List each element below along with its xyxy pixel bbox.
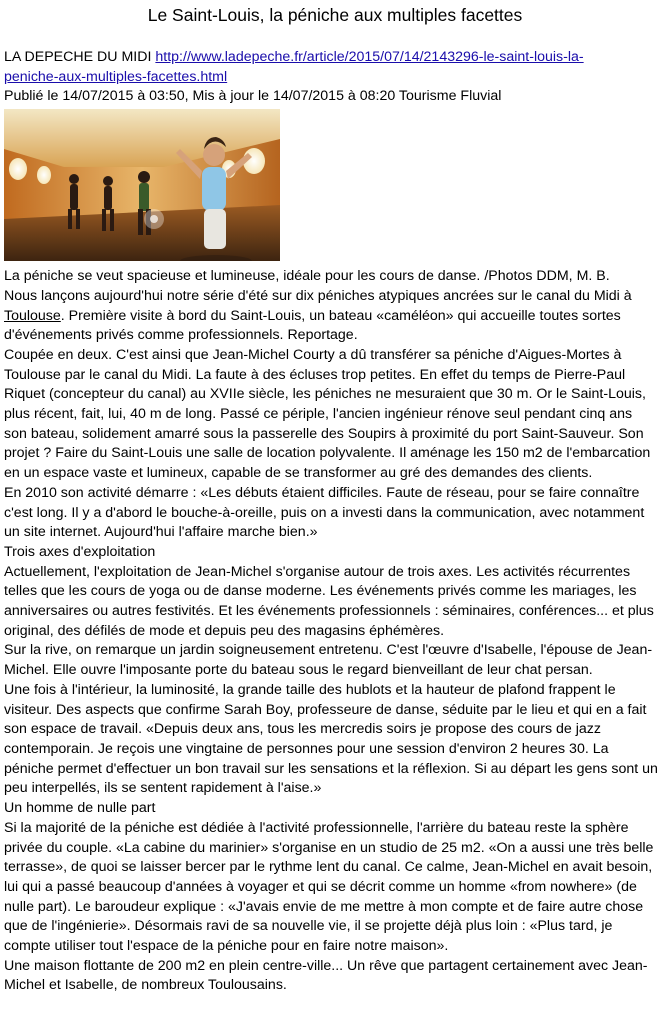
- paragraph-jardin: Sur la rive, on remarque un jardin soigneusement entretenu. C'est l'œuvre d'Isabelle, l'épouse de Jean-Michel. Elle ouvre l'imposante porte du bateau sous le regard bienveillant de leur chat persan.: [4, 642, 653, 679]
- paragraph-conclusion: Une maison flottante de 200 m2 en plein centre-ville... Un rêve que partagent certainement avec Jean-Michel et Isabelle, de nombreux Toulousains.: [4, 957, 648, 994]
- intro-paragraph: [4, 287, 658, 346]
- source-url-part-1: http://www.ladepeche.fr/article/2015/07/14/2143296-le-saint-louis-la-: [155, 49, 584, 65]
- source-url-part-2: peniche-aux-multiples-facettes.html: [4, 68, 228, 85]
- paragraph-interieur: Une fois à l'intérieur, la luminosité, la grande taille des hublots et la hauteur de plafond frappent le visiteur. Des aspects que confirme Sarah Boy, professeure de danse, séduite par le lieu et qui en a fait son espace de travail. «Depuis deux ans, tous les mercredis soirs je propose des cours de jazz contemporain. Je reçois une vingtaine de personnes pour une session d'environ 2 heures 30. La péniche permet d'effectuer un bon travail sur les sensations et la réflexion. Si au départ les gens sont un peu interpellés, ils se sentent rapidement à l'aise.»: [4, 681, 658, 797]
- toulouse-link[interactable]: Toulouse: [4, 307, 61, 324]
- intro-text-start: Nous lançons aujourd'hui notre série d'été sur dix péniches atypiques ancrées sur le canal du Midi à: [4, 287, 632, 304]
- paragraph-transfer: Coupée en deux. C'est ainsi que Jean-Michel Courty a dû transférer sa péniche d'Aigues-Mortes à Toulouse par le canal du Midi. La faute à des écluses trop petites. En effet du temps de Pierre-Paul Riquet (concepteur du canal) au XVIIe siècle, les péniches ne mesuraient que 30 m. Or le Saint-Louis, plus récent, fait, lui, 40 m de long. Passé ce périple, l'ancien ingénieur rénove seul pendant cinq ans son bateau, solidement amarré sous la passerelle des Soupirs à proximité du port Saint-Sauveur. Son projet ? Faire du Saint-Louis une salle de location polyvalente. Il aménage les 150 m2 de l'embarcation en un espace vaste et lumineux, capable de se transformer au gré des demandes des clients.: [4, 346, 651, 482]
- article-body: [4, 48, 658, 996]
- paragraph-axes: Actuellement, l'exploitation de Jean-Michel s'organise autour de trois axes. Les activités récurrentes telles que les cours de yoga ou de danse moderne. Les événements privés comme les mariages, les anniversaires ou autres festivités. Et les événements professionnels : séminaires, conférences... et plus original, des défilés de mode et depuis peu des magasins éphémères.: [4, 563, 654, 639]
- article-photo: [4, 109, 280, 261]
- source-name: LA DEPECHE DU MIDI: [4, 49, 152, 65]
- subheading-nulle-part: Un homme de nulle part: [4, 800, 156, 817]
- publication-meta: Publié le 14/07/2015 à 03:50, Mis à jour le 14/07/2015 à 08:20 Tourisme Fluvial: [4, 88, 502, 105]
- intro-text-end: . Première visite à bord du Saint-Louis, un bateau «caméléon» qui accueille toutes sortes d'événements privés comme professionnels. Reportage.: [4, 307, 621, 344]
- paragraph-sphere-privee: Si la majorité de la péniche est dédiée à l'activité professionnelle, l'arrière du bateau reste la sphère privée du couple. «La cabine du marinier» s'organise en un studio de 25 m2. «On a aussi une très belle terrasse», de quoi se laisser bercer par le rythme lent du canal. Ce calme, Jean-Michel en avait besoin, lui qui a passé beaucoup d'années à voyager et qui se décrit comme un homme «from nowhere» (de nulle part). Le baroudeur explique : «J'avais envie de me mettre à mon compte et de faire autre chose que de l'ingénierie». Désormais ravi de sa nouvelle vie, il se projette déjà plus loin : «Plus tard, je compte utiliser tout l'espace de la péniche pour en faire notre maison».: [4, 819, 654, 955]
- article-title: Le Saint-Louis, la péniche aux multiples facettes: [147, 5, 523, 25]
- subheading-exploitation: Trois axes d'exploitation: [4, 543, 156, 560]
- photo-caption: La péniche se veut spacieuse et lumineuse, idéale pour les cours de danse. /Photos DDM, M. B.: [4, 268, 610, 285]
- paragraph-debut: En 2010 son activité démarre : «Les débuts étaient difficiles. Faute de réseau, pour se faire connaître c'est long. Il y a d'abord le bouche-à-oreille, puis on a investi dans la communication, avec notamment un site internet. Aujourd'hui l'affaire marche bien.»: [4, 484, 645, 541]
- source-line: [4, 48, 658, 87]
